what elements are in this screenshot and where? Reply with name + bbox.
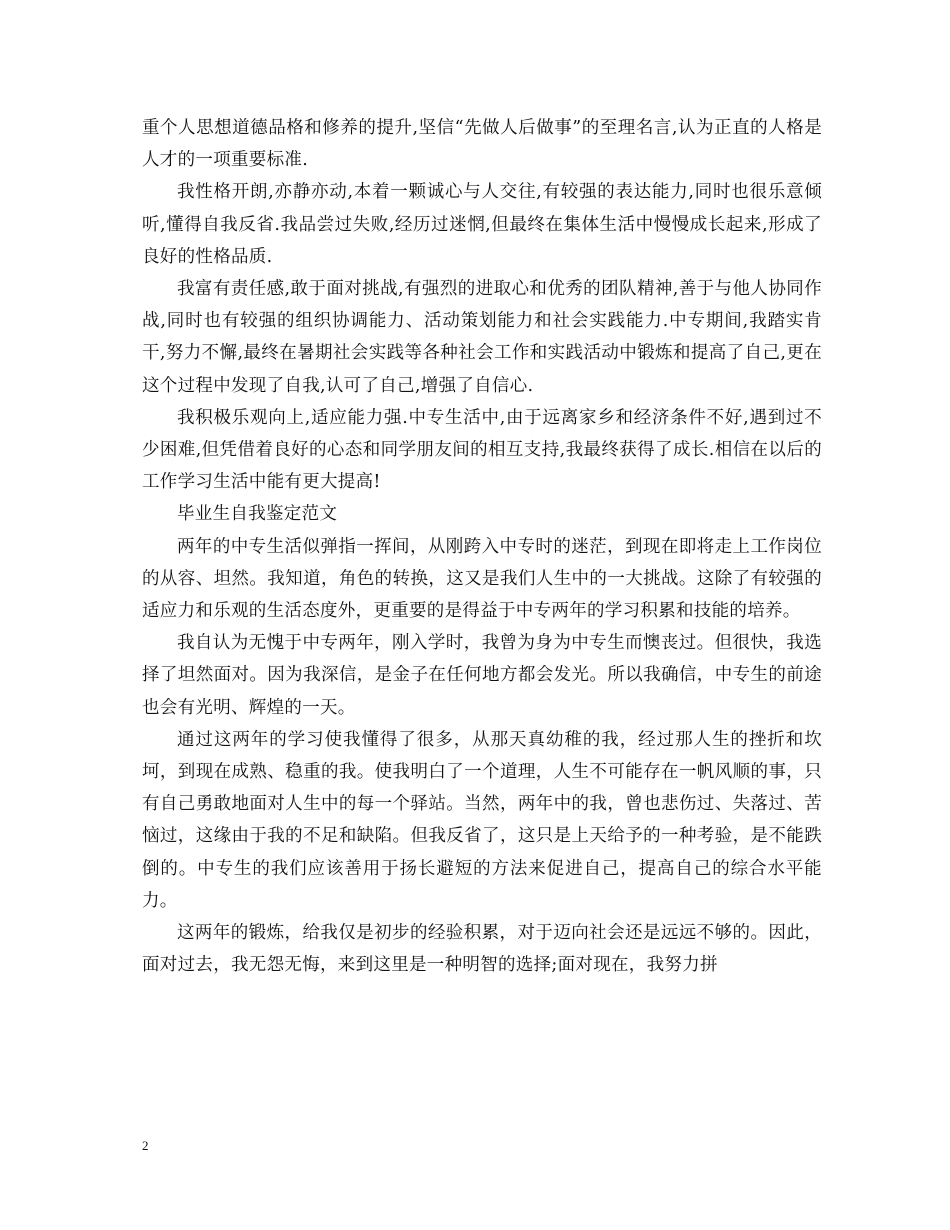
section-heading: 毕业生自我鉴定范文 bbox=[177, 504, 338, 525]
document-body bbox=[142, 112, 822, 981]
paragraph-optimism: 我积极乐观向上,适应能力强.中专生活中,由于远离家乡和经济条件不好,遇到过不少困难,但凭借着良好的心态和同学朋友间的相互支持,我最终获得了成长.相信在以后的工作学习生活中能有更大提高! bbox=[142, 407, 822, 493]
paragraph-learning: 通过这两年的学习使我懂得了很多，从那天真幼稚的我，经过那人生的挫折和坎坷，到现在成熟、稳重的我。使我明白了一个道理，人生不可能存在一帆风顺的事，只有自己勇敢地面对人生中的每一个驿站。当然，两年中的我，曾也悲伤过、失落过、苦恼过，这缘由于我的不足和缺陷。但我反省了，这只是上天给予的一种考验，是不能跌倒的。中专生的我们应该善用于扬长避短的方法来促进自己，提高自己的综合水平能力。 bbox=[142, 729, 822, 911]
paragraph-personality: 我性格开朗,亦静亦动,本着一颗诚心与人交往,有较强的表达能力,同时也很乐意倾听,懂得自我反省.我品尝过失败,经历过迷惘,但最终在集体生活中慢慢成长起来,形成了良好的性格品质. bbox=[142, 182, 822, 267]
paragraph-responsibility: 我富有责任感,敢于面对挑战,有强烈的进取心和优秀的团队精神,善于与他人协同作战,同时也有较强的组织协调能力、活动策划能力和社会实践能力.中专期间,我踏实肯干,努力不懈,最终在暑期社会实践等各种社会工作和实践活动中锻炼和提高了自己,更在这个过程中发现了自我,认可了自己,增强了自信心. bbox=[142, 279, 822, 396]
paragraph-continued: 重个人思想道德品格和修养的提升,坚信“先做人后做事”的至理名言,认为正直的人格是人才的一项重要标准. bbox=[142, 118, 822, 171]
paragraph-two-years: 两年的中专生活似弹指一挥间，从刚跨入中专时的迷茫，到现在即将走上工作岗位的从容、坦然。我知道，角色的转换，这又是我们人生中的一大挑战。这除了有较强的适应力和乐观的生活态度外，更重要的是得益于中专两年的学习积累和技能的培养。 bbox=[142, 536, 822, 622]
page-number: 2 bbox=[142, 1138, 149, 1153]
paragraph-training: 这两年的锻炼，给我仅是初步的经验积累，对于迈向社会还是远远不够的。因此，面对过去，我无怨无悔，来到这里是一种明智的选择;面对现在，我努力拼 bbox=[142, 923, 822, 976]
paragraph-self-assessment: 我自认为无愧于中专两年，刚入学时，我曾为身为中专生而懊丧过。但很快，我选择了坦然面对。因为我深信，是金子在任何地方都会发光。所以我确信，中专生的前途也会有光明、辉煌的一天。 bbox=[142, 633, 822, 718]
